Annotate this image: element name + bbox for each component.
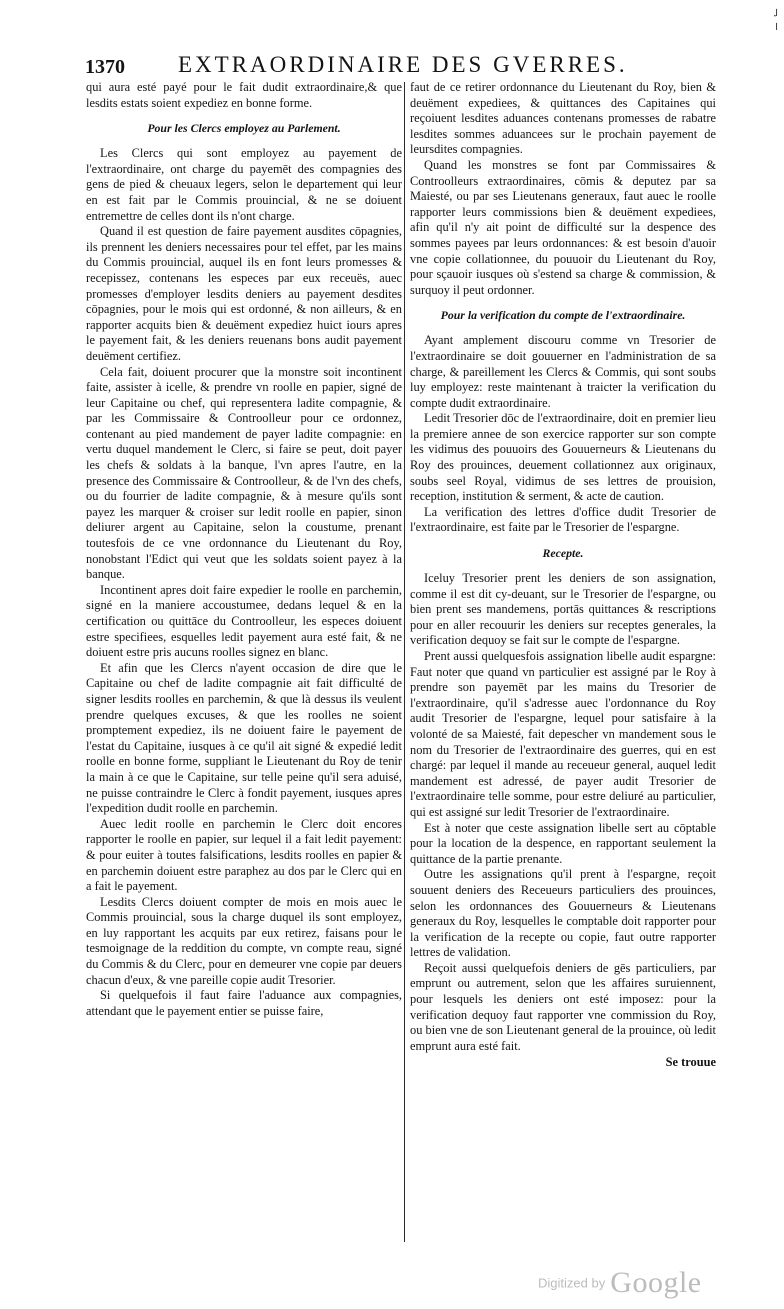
paragraph: Ledit Tresorier dōc de l'extraordinaire, doit en premier lieu la premiere annee de son exercice rapporter sur son compte les vidimus des pouuoirs des Gouuerneurs & Lieutenans du Roy des prouinces, deuement collationnez aux originaux, soubs seel Royal, vidimus de ses lettres de prouision, reception, institution & serment, & acte de caution. [410,411,716,504]
right-column [410,80,716,1071]
paragraph: faut de ce retirer ordonnance du Lieutenant du Roy, bien & deuëment expediees, & quittances des Capitaines qui reçoiuent lesdites aduances contenans promesses de rabatre lesdites sommes aduancees sur le prochain payement de leursdites compagnies. [410,80,716,157]
catchword: Se trouue [665,1055,716,1070]
google-logo: Google [610,1266,702,1299]
paragraph: Reçoit aussi quelquefois deniers de gēs particuliers, par emprunt ou autrement, selon que les affaires suruiennent, pour lesquels les deniers ont esté imposez: pour la verification dequoy faut rapporter vne commission du Roy, ou bien vne de son Lieutenant general de la prouince, où ledit emprunt aura esté fait. [410,960,716,1053]
paragraph: Incontinent apres doit faire expedier le roolle en parchemin, signé en la maniere accoustumee, dedans lequel & en la certification ou quittāce du Controolleur, les especes doiuent estre specifiees, esquelles ledit payement aura esté fait, & ne doiuent estre pris aucuns roolles signez en blanc. [86,582,402,660]
running-title: EXTRAORDINAIRE DES GVERRES. [178,52,628,77]
paragraph: Cela fait, doiuent procurer que la monstre soit incontinent faite, assister à icelle, & prendre vn roolle en papier, signé de leur Capitaine ou chef, qui representera ladite compagnie, & par les Commissaire & Controolleur pour ce ordonnez, contenant au pied mandement de payer ladite compagnie: en vertu duquel mandement le Clerc, si faire se peut, doit payer les chefs & soldats à la banque, l'vn apres l'autre, en la presence des Commissaire & Controolleur, & de l'vn des chefs, ou du fourrier de ladite compagnie, & à mesure qu'ils sont payez les marquer & croiser sur ledit roolle en papier, sinon deliurer argent au Capitaine, selon la coustume, prenant toutesfois de ce vne ordonnance du Lieutenant du Roy, nonobstant l'Edict qui veut que les soldats soient payez à la banque. [86,364,402,582]
column-divider [404,82,405,1242]
paragraph: Auec ledit roolle en parchemin le Clerc doit encores rapporter le roolle en papier, sur lequel il a fait ledit payement: & pour euiter à toutes falsifications, lesdits roolles en papier & en parchemin doiuent estre paraphez au dos par le Clerc qui en a fait le payement. [86,816,402,894]
paragraph: Lesdits Clercs doiuent compter de mois en mois auec le Commis prouincial, sous la charge duquel ils sont employez, en luy rapportant les acquits par eux retirez, faisans pour le tesmoignage de la reddition du compte, vn compte reau, signé du Commis & du Clerc, pour en demeurer vne copie par deuers chacun d'eux, & vne pareille copie audit Tresorier. [86,894,402,987]
paragraph: Ayant amplement discouru comme vn Tresorier de l'extraordinaire se doit gouuerner en l'administration de sa charge, & pareillement les Clercs & Commis, qui sont soubs luy employez: reste maintenant à traicter la verification du compte dudit extraordinaire. [410,333,716,410]
paragraph: Est à noter que ceste assignation libelle sert au cōptable pour la location de la despence, en rapportant seulement la quittance de la partie prenante. [410,820,716,866]
paragraph: Les Clercs qui sont employez au payement de l'extraordinaire, ont charge du payemēt des compagnies des gens de pied & cheuaux legers, selon le departement qui leur en est fait par le Commis prouincial, & ne se doiuent entremettre de celles dont ils n'ont charge. [86,146,402,223]
paragraph: Outre les assignations qu'il prent à l'espargne, reçoit souuent deniers des Receueurs particuliers des prouinces, selon les ordonnances des Gouuerneurs & Lieutenans generaux du Roy, lesquelles le comptable doit rapporter pour la verification de la recepte ou copie, faut outre rapporter lettres de validation. [410,867,716,960]
section-heading-clercs: Pour les Clercs employez au Parlement. [147,121,341,136]
paragraph: La verification des lettres d'office dudit Tresorier de l'extraordinaire, est faite par le Tresorier de l'espargne. [410,504,716,535]
left-continuation-text: qui aura esté payé pour le fait dudit extraordinaire,& que lesdits estats soient expediez en bonne forme. [86,80,402,110]
paragraph: Prent aussi quelquesfois assignation libelle audit espargne: Faut noter que quand vn particulier est assigné par le Roy à prendre son payemēt par les mains du Tresorier de l'extraordinaire, qu'il s'adresse auec l'ordonnance du Roy audit Tresorier de l'espargne, lequel pour satisfaire à la volonté de sa Maiesté, fait depescher vn mandement sous le nom du Tresorier de l'extraordinaire des guerres, qui en est chargé: par lequel il mande au receueur general, auquel ledit mandement est adressé, de payer audit Tresorier de l'extraordinaire telle somme, pour estre deliuré au particulier, qui est assigné sur ledit Tresorier de l'extraordinaire. [410,649,716,819]
section-heading-verification: Pour la verification du compte de l'extraordinaire. [440,308,686,323]
paragraph: Quand il est question de faire payement ausdites cōpagnies, ils prennent les deniers necessaires pour tel effet, par les mains du Commis prouincial, auquel ils en font leurs promesses & recepissez, contenans les especes par eux receuës, auec promesses d'employer lesdits deniers au payement desdites cōpagnies, pour le mois qui est ordonné, & non ailleurs, & en rapporter acquits bien & deuëment expediez huict iours apres le payement fait, & les deniers reuenans bons audit payement deuëment certifiez. [86,224,402,363]
paragraph: Si quelquefois il faut faire l'aduance aux compagnies, attendant que le payement entier se puisse faire, [86,988,402,1018]
left-column [86,80,402,1019]
section-heading-recepte: Recepte. [542,546,584,561]
margin-marks: ╷ · ╷ [773,2,781,30]
watermark-prefix: Digitized by [538,1275,606,1291]
paragraph: Et afin que les Clercs n'ayent occasion de dire que le Capitaine ou chef de ladite compagnie ait fait difficulté de signer lesdits roolles en parchemin, & que là dessus ils veulent prendre quelques excuses, & que les roolles ne soient promptement expediez, ils ne doiuent faire le payement de l'estat du Capitaine, iusques à ce qu'il ait signé & expedié ledit roolle en bonne forme, suppliant le Lieutenant du Roy de tenir la main à ce que le Capitaine, sur telle peine qu'il sera aduisé, ne puisse contraindre le Clerc à fondit payement, iusques apres l'expedition dudit roolle en parchemin. [86,660,402,816]
paragraph: Quand les monstres se font par Commissaires & Controolleurs extraordinaires, cōmis & deputez par sa Maiesté, ou par ses Lieutenans generaux, faut auec le roolle rapporter leurs commissions bien & deuëment expediees, afin qu'il n'y ait point de difficulté sur la despence des sommes payees par leurs ordonnances: & est besoin d'auoir vne copie collationnee, du pouuoir du Lieutenant du Roy, pour sçauoir iusques où s'estend sa charge & commission, & surquoy il peut ordonner. [410,157,716,297]
digitized-watermark [538,1266,702,1300]
paragraph: Iceluy Tresorier prent les deniers de son assignation, comme il est dit cy-deuant, sur le Tresorier de l'espargne, ou bien prent ses mandemens, portās quittances & rescriptions pour en aller recouurir les deniers sur receptes generales, la verification dequoy se fait sur le compte de l'espargne. [410,571,716,648]
page-number: 1370 [85,56,125,78]
